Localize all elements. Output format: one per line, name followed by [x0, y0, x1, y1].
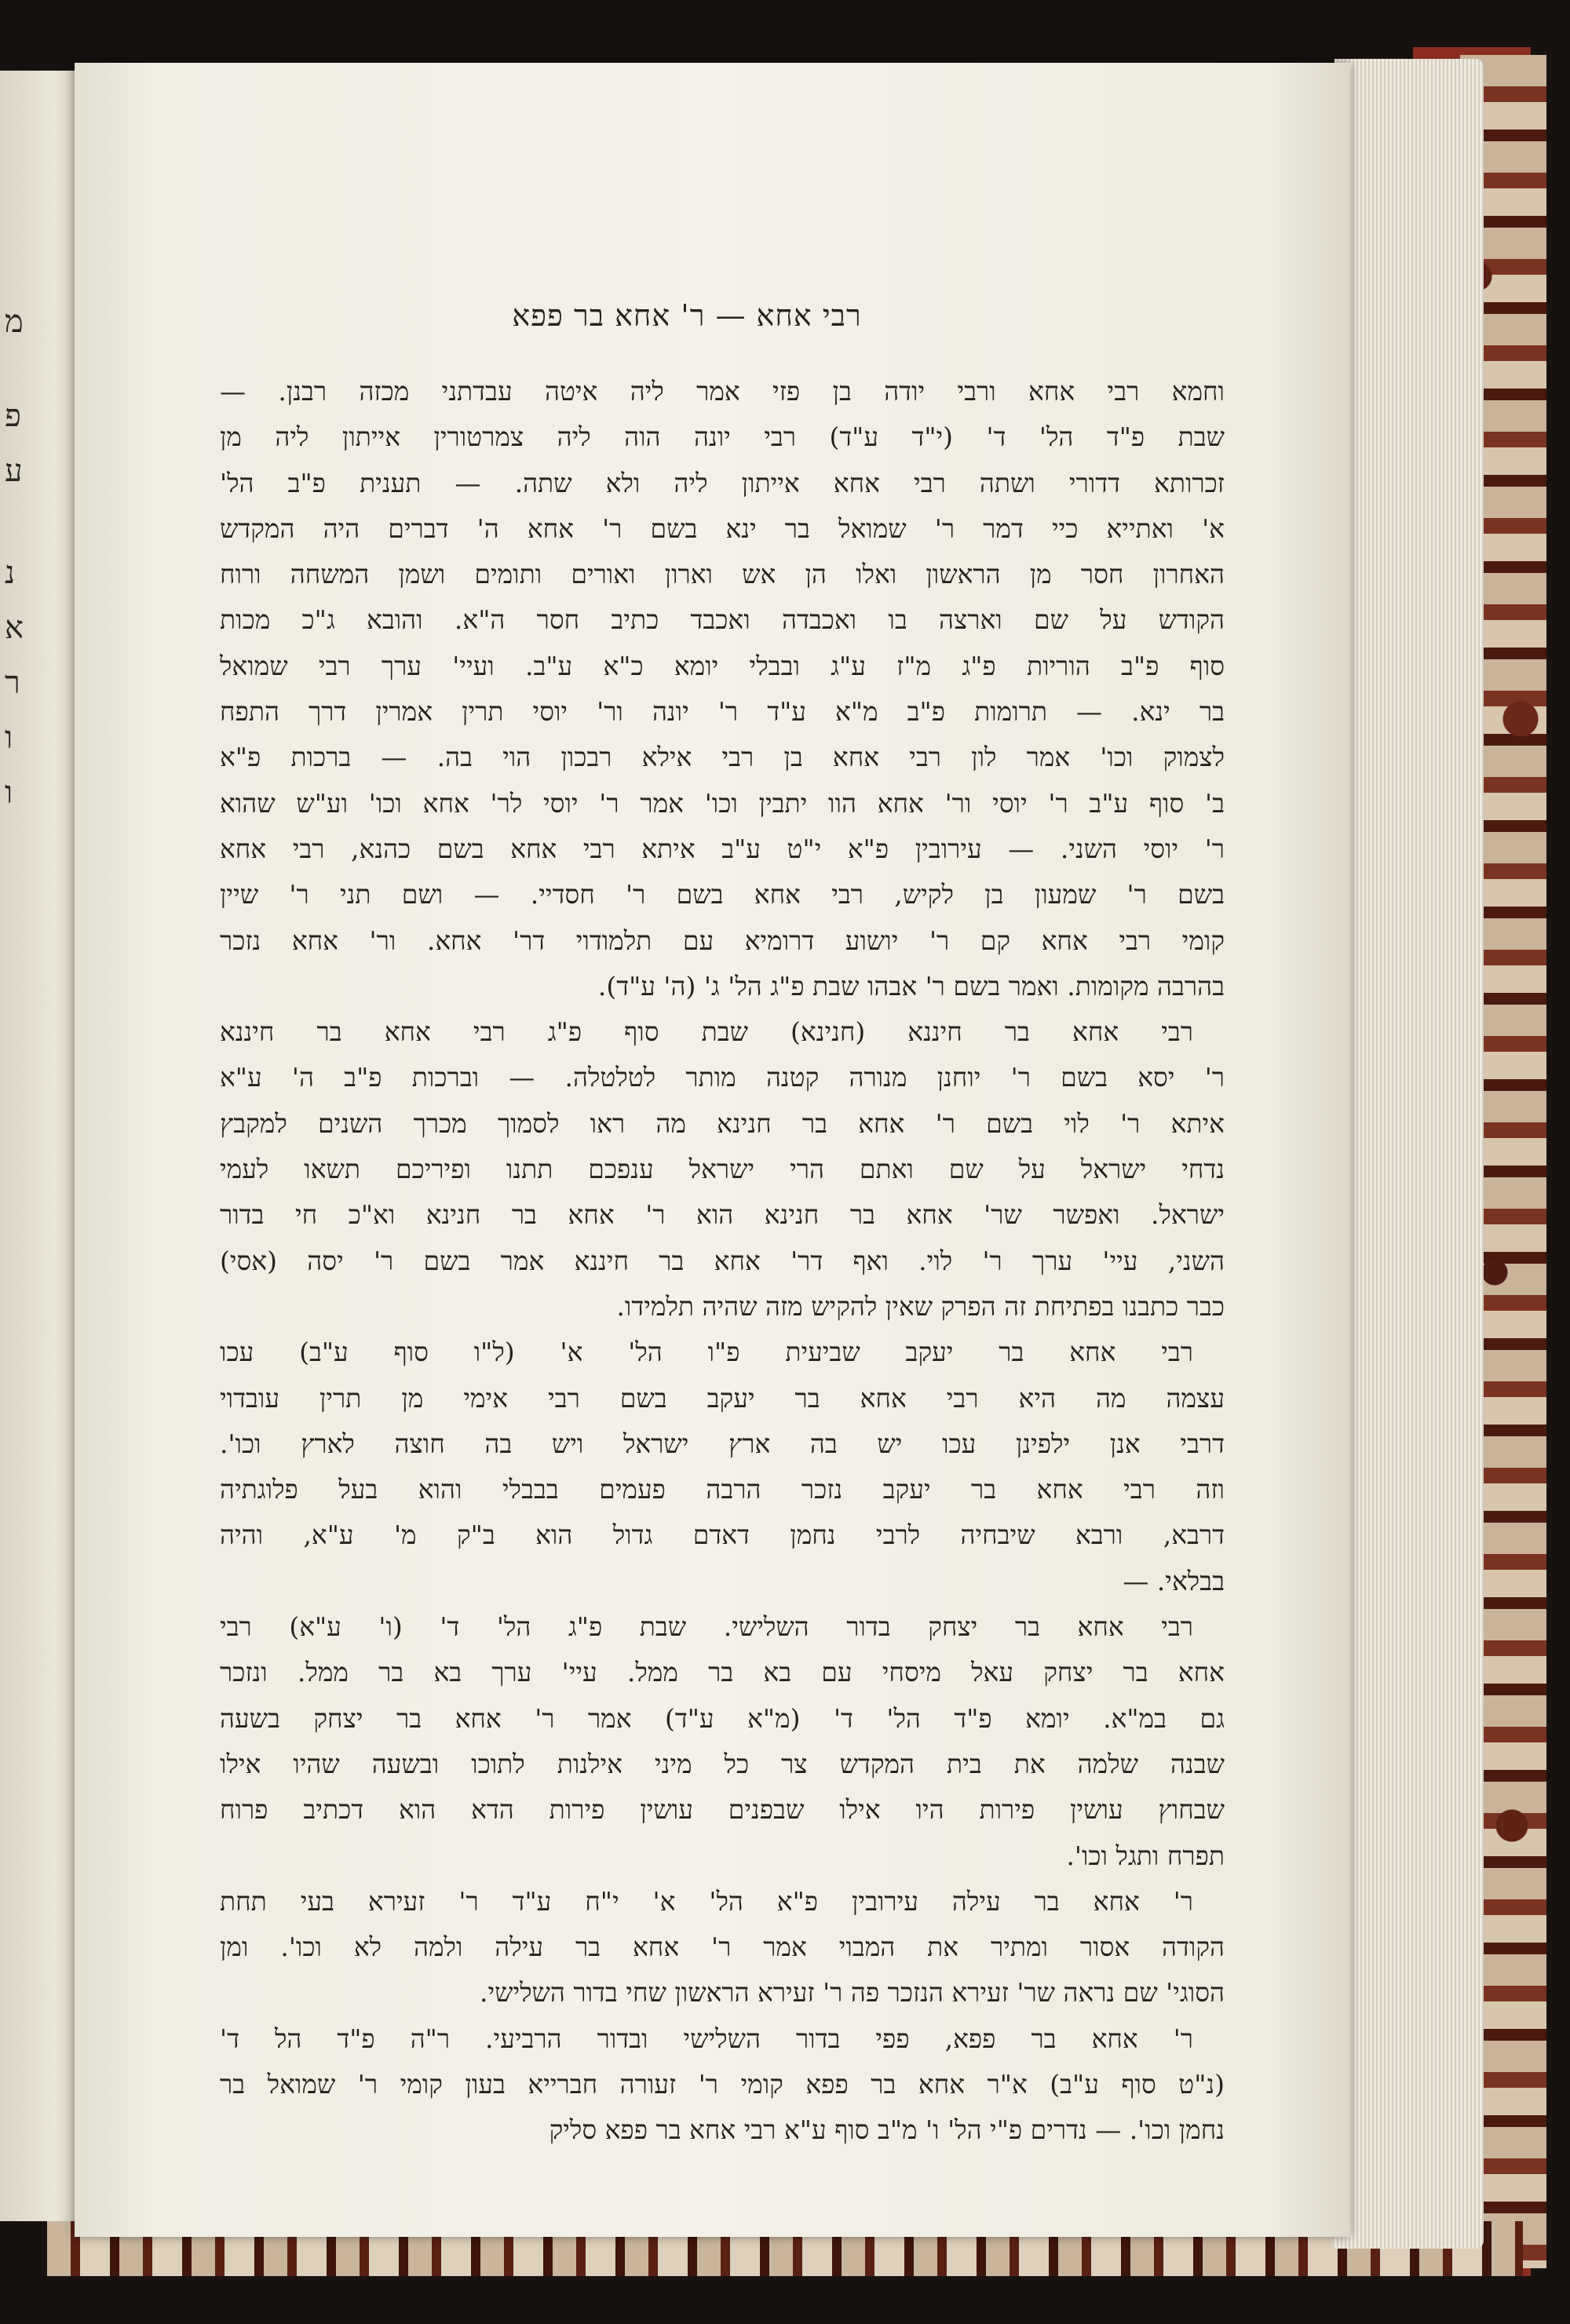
- running-head: רבי אחא — ר' אחא בר פפא: [512, 298, 862, 333]
- text-line: גם במ"א. יומא פ"ד הל' ד' (מ"א ע"ד) אמר ר' אחא בר יצחק בשעה: [220, 1702, 1225, 1734]
- text-line: סוף פ"ב הוריות פ"ג מ"ז ע"ג ובבלי יומא כ"א ע"ב. ועיי' ערך רבי שמואל: [220, 650, 1225, 681]
- text-line: וחמא רבי אחא ורבי יודה בן פזי אמר ליה איטה עבדתני מכזה רבנן. —: [220, 376, 1225, 407]
- text-line: ר' יסא בשם ר' יוחנן מנורה קטנה מותר לטלטלה. — וברכות פ"ב ה' ע"א: [220, 1062, 1225, 1093]
- text-line: קומי רבי אחא קם ר' יושוע דרומיא עם תלמודוי דר' אחא. ור' אחא נזכר: [220, 925, 1225, 956]
- entry-heading-line: ר' אחא בר פפא, פפי בדור השלישי ובדור הרביעי. ר"ה פ"ד הל ד': [220, 2023, 1193, 2054]
- entry-heading-line: ר' אחא בר עילה עירובין פ"א הל' א' י"ח ע"ד ר' זעירא בעי תחת: [220, 1885, 1193, 1917]
- text-line: בהרבה מקומות. ואמר בשם ר' אבהו שבת פ"ג הל' ג' (ה' ע"ד).: [597, 970, 1225, 1001]
- text-line: נחמן וכו'. — נדרים פ"י הל' ו' מ"ב סוף ע"א רבי אחא בר פפא סליק: [549, 2114, 1225, 2146]
- text-line: א' ואתייא כיי דמר ר' שמואל בר ינא בשם ר' אחא ה' דברים היה המקדש: [220, 513, 1225, 544]
- prev-page-fragment: ע: [5, 453, 23, 489]
- text-line: הקודה אסור ומתיר את המבוי אמר ר' אחא בר עילה ולמה לא וכו'. ומן: [220, 1932, 1225, 1963]
- prev-page-fragment: פ: [5, 398, 21, 434]
- text-line: ר' יוסי השני. — עירובין פ"א י"ט ע"ב איתא רבי אחא בשם כהנא, רבי אחא: [220, 833, 1225, 864]
- text-line: שבחוץ עושין פירות היו אילו שבפנים עושין פירות הדא הוא דכתיב פרוח: [220, 1794, 1225, 1826]
- text-line: השני, עיי' ערך ר' לוי. ואף דר' אחא בר חיננא אמר בשם ר' יסה (אסי): [220, 1245, 1225, 1276]
- text-line: אחא בר יצחק עאל מיסחי עם בא בר ממל. עיי' ערך בא בר ממל. ונזכר: [220, 1657, 1225, 1688]
- prev-page-fragment: ו: [5, 775, 13, 811]
- text-line: ישראל. ואפשר שר' אחא בר חנינא הוא ר' אחא בר חנינא וא"כ חי בדור: [220, 1199, 1225, 1231]
- text-line: תפרח ותגל וכו'.: [1066, 1840, 1225, 1871]
- text-line: עצמה מה היא רבי אחא בר יעקב בשם רבי אימי מן תרין עובדוי: [220, 1382, 1225, 1414]
- entry-heading-line: רבי אחא בר חיננא (חנינא) שבת סוף פ"ג רבי אחא בר חיננא: [220, 1016, 1193, 1048]
- text-line: כבר כתבנו בפתיחת זה הפרק שאין להקיש מזה שהיה תלמידו.: [616, 1290, 1225, 1322]
- text-line: הסוגי' שם נראה שר' זעירא הנזכר פה ר' זעירא הראשון שחי בדור השלישי.: [479, 1977, 1225, 2008]
- text-line: איתא ר' לוי בשם ר' אחא בר חנינא מה ראו לסמוך מכרך השנים למקבץ: [220, 1107, 1225, 1139]
- previous-page-sliver: [0, 71, 80, 2221]
- text-line: הקודש על שם וארצה בו ואכבדה ואכבד כתיב חסר ה"א. והובא ג"כ מכות: [220, 604, 1225, 636]
- text-line: דרבי אנן ילפינן עכו יש בה ארץ ישראל ויש בה חוצה לארץ וכו'.: [220, 1428, 1225, 1459]
- text-line: לצמוק וכו' אמר לון רבי אחא בן רבי אילא רבכון הוי בה. — ברכות פ"א: [220, 742, 1225, 773]
- prev-page-fragment: מ: [5, 304, 24, 340]
- entry-heading-line: רבי אחא בר יעקב שביעית פ"ו הל' א' (ל"ו סוף ע"ב) עכו: [220, 1337, 1193, 1368]
- prev-page-fragment: ו: [5, 720, 13, 756]
- text-line: (נ"ט סוף ע"ב) א"ר אחא בר פפא קומי ר' זעורה חברייא בעון קומי ר' שמואל בר: [220, 2068, 1225, 2100]
- text-line: וזה רבי אחא בר יעקב נזכר הרבה פעמים בבבלי והוא בעל פלוגתיה: [220, 1474, 1225, 1505]
- prev-page-fragment: א: [5, 610, 24, 646]
- text-line: בר ינא. — תרומות פ"ב מ"א ע"ד ר' יונה ור' יוסי תרין אמרין דרך התפח: [220, 696, 1225, 728]
- text-line: נדחי ישראל על שם ואתם הרי ישראל ענפכם תתנו ופיריכם תשאו לעמי: [220, 1154, 1225, 1185]
- page-stack: [1334, 59, 1484, 2249]
- book-page: [75, 63, 1350, 2237]
- text-line: שבנה שלמה את בית המקדש צר כל מיני אילנות לתוכו ובשעה שהיו אילו: [220, 1748, 1225, 1779]
- text-block: [220, 369, 1225, 2154]
- prev-page-fragment: נ: [5, 555, 16, 591]
- prev-page-fragment: ר: [5, 665, 20, 701]
- text-line: בבלאי. —: [1123, 1565, 1225, 1596]
- text-line: ב' סוף ע"ב ר' יוסי ור' אחא הוו יתבין וכו' אמר ר' יוסי לר' אחא וכו' וע"ש שהוא: [220, 787, 1225, 819]
- text-line: שבת פ"ד הל' ד' (י"ד ע"ד) רבי יונה הוה ליה צמרטורין אייתון ליה מן: [220, 421, 1225, 453]
- text-line: בשם ר' שמעון בן לקיש, רבי אחא בשם ר' חסדיי. — ושם תני ר' שיין: [220, 879, 1225, 910]
- text-line: זכרותא דדורי ושתה רבי אחא אייתון ליה ולא שתה. — תענית פ"ב הל': [220, 467, 1225, 498]
- entry-heading-line: רבי אחא בר יצחק בדור השלישי. שבת פ"ג הל' ד' (ו' ע"א) רבי: [220, 1611, 1193, 1643]
- text-line: דרבא, ורבא שיבחיה לרבי נחמן דאדם גדול הוא ב"ק מ' ע"א, והיה: [220, 1520, 1225, 1551]
- text-line: האחרון חסר מן הראשון ואלו הן אש וארון ואורים ותומים ושמן המשחה ורוח: [220, 559, 1225, 590]
